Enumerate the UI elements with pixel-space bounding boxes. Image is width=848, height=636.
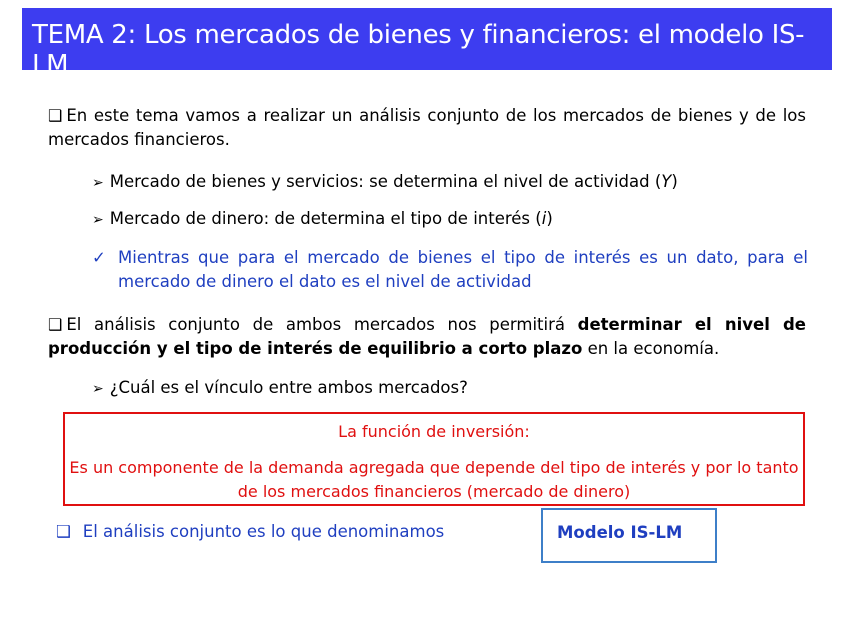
slide-title bbox=[22, 8, 832, 80]
intro-paragraph bbox=[48, 104, 806, 152]
investment-function-box bbox=[63, 412, 805, 506]
investment-body: Es un componente de la demanda agregada que depende del tipo de interés y por lo tanto de los mercados financieros (mercado de dinero) bbox=[69, 458, 799, 501]
analysis-bold-text: determinar el nivel de producción y el tipo de interés de equilibrio a corto plazo bbox=[48, 315, 806, 358]
question-text: ¿Cuál es el vínculo entre ambos mercados? bbox=[109, 378, 468, 397]
variable-y: Y bbox=[661, 172, 672, 191]
analysis-paragraph bbox=[48, 313, 806, 361]
analysis-text: El análisis conjunto de ambos mercados nos permitirá bbox=[66, 315, 578, 334]
arrow-bullet-icon: ➢ bbox=[92, 175, 104, 191]
variable-i: i bbox=[541, 209, 547, 228]
bullet-text: Mercado de dinero: de determina el tipo de interés ( bbox=[109, 209, 542, 228]
investment-heading: La función de inversión: bbox=[338, 422, 530, 441]
arrow-bullet-icon: ➢ bbox=[92, 212, 104, 228]
bullet-goods-market bbox=[92, 170, 812, 195]
check-note bbox=[92, 246, 808, 294]
bullet-money-market bbox=[92, 207, 812, 232]
check-mark-icon: ✓ bbox=[92, 248, 106, 267]
model-name: Modelo IS-LM bbox=[557, 523, 683, 542]
slide-title-text: TEMA 2: Los mercados de bienes y financieros: el modelo IS-LM bbox=[32, 20, 805, 80]
bullet-text-end: ) bbox=[546, 209, 553, 228]
bullet-text: Mercado de bienes y servicios: se determina el nivel de actividad ( bbox=[109, 172, 662, 191]
checkbox-bullet-icon: ❑ bbox=[48, 106, 63, 125]
bullet-text-end: ) bbox=[671, 172, 678, 191]
checkbox-bullet-icon: ❑ bbox=[56, 522, 71, 541]
bullet-question bbox=[92, 376, 812, 401]
model-name-box bbox=[541, 508, 717, 563]
conclusion-line bbox=[56, 522, 444, 541]
arrow-bullet-icon: ➢ bbox=[92, 381, 104, 397]
intro-text: En este tema vamos a realizar un análisis conjunto de los mercados de bienes y de los mercados financieros. bbox=[48, 106, 806, 149]
checkbox-bullet-icon: ❑ bbox=[48, 315, 63, 334]
check-note-text: Mientras que para el mercado de bienes el tipo de interés es un dato, para el mercado de dinero el dato es el nivel de actividad bbox=[118, 248, 808, 291]
conclusion-text: El análisis conjunto es lo que denominamos bbox=[82, 522, 445, 541]
analysis-text-end: en la economía. bbox=[582, 339, 720, 358]
